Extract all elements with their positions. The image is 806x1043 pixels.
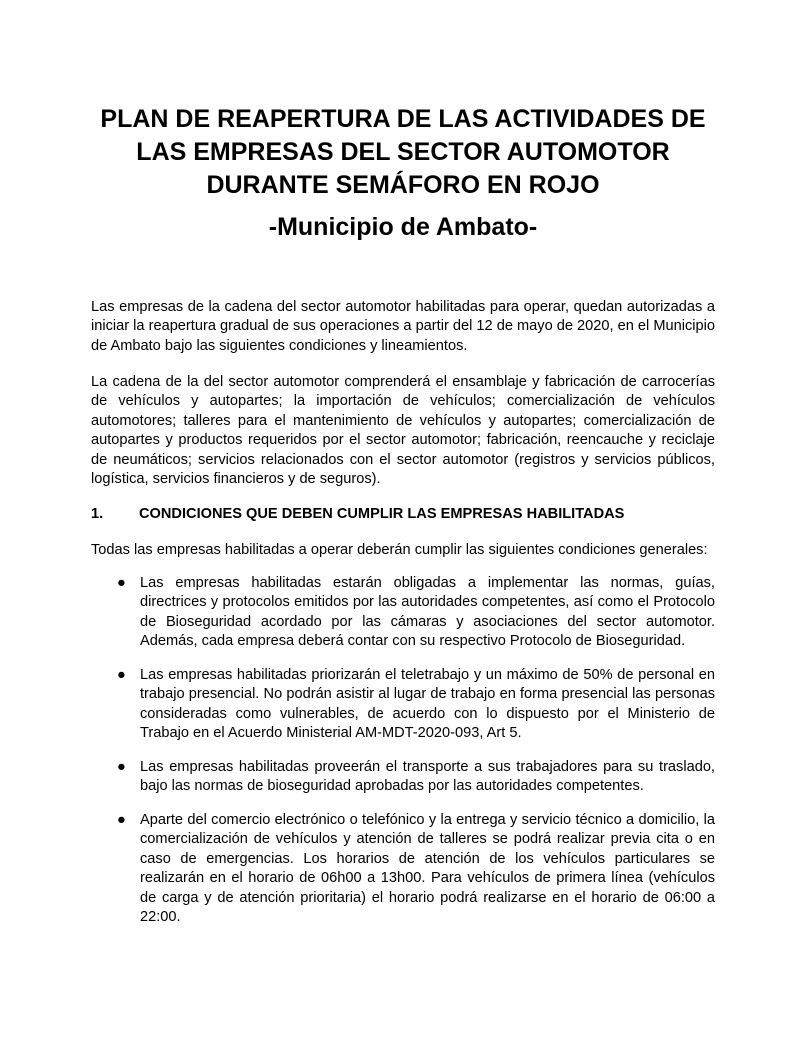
paragraph-intro: Las empresas de la cadena del sector automotor habilitadas para operar, quedan autorizadas a iniciar la reapertura gradual de sus operaciones a partir del 12 de mayo de 2020, en el Municipio de Ambato bajo las siguientes condiciones y lineamientos. bbox=[91, 299, 715, 354]
list-item-text: Las empresas habilitadas estarán obligadas a implementar las normas, guías, directrices y protocolos emitidos por las autoridades competentes, así como el Protocolo de Bioseguridad acordado por las cámaras y asociaciones del sector automotor. Además, cada empresa deberá contar con su respectivo Protocolo de Bioseguridad. bbox=[140, 575, 715, 650]
bullet-icon: ● bbox=[117, 812, 126, 828]
list-item-text: Aparte del comercio electrónico o telefónico y la entrega y servicio técnico a domicilio, la comercialización de vehículos y atención de talleres se podrá realizar previa cita o en caso de emergencias. Los horarios de atención de los vehículos particulares se realizarán en el horario de 06h00 a 13h00. Para vehículos de primera línea (vehículos de carga y de atención prioritaria) el horario podrá realizarse en el horario de 06:00 a 22:00. bbox=[140, 812, 715, 926]
bullet-icon: ● bbox=[117, 667, 126, 683]
bullet-icon: ● bbox=[117, 759, 126, 775]
list-item-text: Las empresas habilitadas proveerán el transporte a sus trabajadores para su traslado, bajo las normas de bioseguridad aprobadas por las autoridades competentes. bbox=[140, 759, 715, 795]
paragraph-scope: La cadena de la del sector automotor comprenderá el ensamblaje y fabricación de carrocerías de vehículos y autopartes; la importación de vehículos; comercialización de vehículos automotores; talleres para el mantenimiento de vehículos y autopartes; comercialización de autopartes y productos requeridos por el sector automotor; fabricación, reencauche y reciclaje de neumáticos; servicios relacionados con el sector automotor (registros y servicios públicos, logística, servicios financieros y de seguros). bbox=[91, 374, 715, 488]
title-line-2: LAS EMPRESAS DEL SECTOR AUTOMOTOR bbox=[136, 138, 670, 166]
title-line-1: PLAN DE REAPERTURA DE LAS ACTIVIDADES DE bbox=[100, 105, 706, 133]
section-title: CONDICIONES QUE DEBEN CUMPLIR LAS EMPRESAS HABILITADAS bbox=[139, 506, 625, 522]
document-subtitle: -Municipio de Ambato- bbox=[268, 213, 538, 241]
title-line-3: DURANTE SEMÁFORO EN ROJO bbox=[206, 171, 600, 199]
section-number: 1. bbox=[91, 506, 104, 522]
document-title bbox=[60, 103, 746, 202]
bullet-icon: ● bbox=[117, 575, 126, 591]
section-intro: Todas las empresas habilitadas a operar deberán cumplir las siguientes condiciones generales: bbox=[91, 542, 708, 558]
list-item-text: Las empresas habilitadas priorizarán el teletrabajo y un máximo de 50% de personal en trabajo presencial. No podrán asistir al lugar de trabajo en forma presencial las personas consideradas como vulnerables, de acuerdo con lo dispuesto por el Ministerio de Trabajo en el Acuerdo Ministerial AM-MDT-2020-093, Art 5. bbox=[140, 667, 715, 742]
